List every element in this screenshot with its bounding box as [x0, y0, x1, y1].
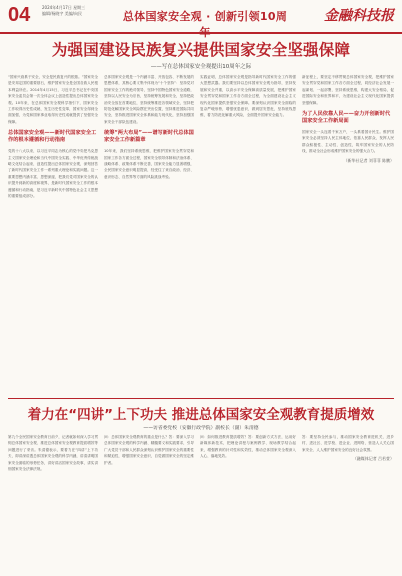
newspaper-logo: 金融科技报: [324, 8, 394, 24]
article2-paragraph: 问：如何推进教育提质增效？答：要创新方式方法，运用好新媒体新技术，把理论讲授与案例教学、现场教学结合起来，增强教育的针对性和实效性，推动总体国家安全观深入人心、落地见效。: [200, 435, 296, 459]
masthead: [0, 0, 402, 39]
article2-column-1: [8, 434, 98, 572]
second-subheadline: ——访省委党校（安徽行政学院）副校长（副）朱清德: [143, 426, 259, 431]
second-headline: 着力在“四讲”上下功夫 推进总体国家安全观教育提质增效: [27, 407, 375, 423]
article2-byline: （融媒体记者 吕若萱）: [352, 456, 394, 462]
main-subheadline: ——写在总体国家安全观提出10周年之际: [150, 64, 252, 70]
article1-paragraph: 10年来，我们坚持系统思维，把维护国家安全贯穿党和国家工作各方面全过程，国家安全领导体制和法治体系、战略体系、政策体系不断完善，国家安全能力显著增强，全民国家安全意识明显提高，经受住了来自政治、经济、意识形态、自然界等方面的风险挑战考验。: [104, 149, 194, 179]
section-title: 总体国家安全观 · 创新引领10周年: [122, 10, 288, 39]
article2-paragraph: 第九个全民国家安全教育日前夕，记者就如何深入学习贯彻总体国家安全观、推进总体国家安全观教育提质增效等问题进行了采访。朱清德表示，要着力在“四讲”上下功夫，即讲深讲透总体国家安全观的科学内涵，讲清讲明国家安全面临的形势任务，讲好讲活国家安全故事，讲实讲细国家安全法律法规。: [8, 435, 98, 472]
article-divider: [8, 398, 394, 399]
article1-section-heading: 统筹“两大布局”——谱写新时代总体国家安全工作新篇章: [104, 130, 194, 144]
page-number: 04: [8, 4, 31, 26]
article1-column-1: [8, 74, 98, 394]
main-headline: 为强国建设民族复兴提供国家安全坚强保障: [51, 41, 351, 59]
article2-paragraph: 问：总体国家安全观教育的重点是什么？答：要深入学习总体国家安全观的科学内涵、精髓要义和实践要求，引导广大党员干部和人民群众深刻认识维护国家安全的重要性和紧迫性，增强国家安全意识，自觉做国家安全的坚定维护者。: [104, 435, 194, 465]
article1-paragraph: 新征程上，要坚定不移贯彻总体国家安全观，把维护国家安全贯穿党和国家工作各方面全过程，同经济社会发展一起谋划、一起部署，坚持系统思维，构建大安全格局，促进国际安全和世界和平，为建设社会主义现代化国家提供坚强保障。: [302, 75, 394, 105]
article1-paragraph: 实践证明，总体国家安全观是指导新时代国家安全工作的强大思想武器。我们要坚持以总体国家安全观为指导，坚持发展和安全并重，以高水平安全保障高质量发展，把维护国家安全贯穿党和国家工作各方面全过程，为全面建设社会主义现代化国家提供坚强安全保障。要深刻认识国家安全面临的复杂严峻形势，增强忧患意识，做到居安思危，坚持底线思维，着力防范化解重大风险，全面提升国家安全能力。: [200, 75, 296, 118]
article1-column-2: [104, 74, 194, 394]
article1-section-heading: 总体国家安全观——新时代国家安全工作的根本遵循和行动指南: [8, 130, 97, 144]
article2-paragraph: 答：要坚持全民参与，推动国家安全教育进机关、进乡村、进社区、进学校、进企业、进网络，营造人人关心国家安全、人人维护国家安全的良好社会氛围。: [302, 435, 394, 452]
article1-paragraph: 党的十八大以来，以习近平同志为核心的党中央把马克思主义国家安全理论和当代中国安全实践、中华优秀传统战略文化结合起来，创造性提出总体国家安全观，深刻回答了新时代国家安全工作一系列重大理论和实践问题。这一重要思想内涵丰富、思想深邃，把我们党对国家安全的认识提升到新的高度和境界，是新时代国家安全工作的根本遵循和行动指南，是习近平新时代中国特色社会主义思想的重要组成部分。: [8, 149, 98, 199]
issue-editors: 编辑/杨晓宇 美编/向民: [42, 11, 82, 16]
article1-section-heading: 为了人民依靠人民——奋力开创新时代国家安全工作新局面: [302, 111, 391, 125]
article1-paragraph: “国家兴衰系于安全，安全是民族复兴的根基。”国家安全是安邦定国的重要基石，维护国家安全是全国各族人民根本利益所在。2014年4月15日，习近平总书记在中央国家安全委员会第一次全体会议上创造性提出总体国家安全观。10年来，在总体国家安全观科学指引下，国家安全工作取得历史性成就、发生历史性变革，国家安全得到全面加强，为党和国家事业取得历史性成就提供了坚强安全保障。: [8, 75, 98, 124]
article1-column-4: [302, 74, 394, 394]
article1-column-3: [200, 74, 296, 394]
article1-paragraph: 总体国家安全观是一个内涵丰富、开放包容、不断发展的思想体系，其核心要义集中体现为“十个坚持”：坚持党对国家安全工作的绝对领导，坚持中国特色国家安全道路，坚持以人民安全为宗旨，坚持统筹发展和安全，坚持把政治安全放在首要地位，坚持统筹推进各领域安全，坚持把防范化解国家安全风险摆在突出位置，坚持推进国际共同安全，坚持推进国家安全体系和能力现代化，坚持加强国家安全干部队伍建设。: [104, 75, 194, 124]
article2-column-4: [302, 434, 394, 572]
issue-date: 2024年4月17日 星期三: [42, 5, 86, 10]
article2-column-3: [200, 434, 296, 572]
article1-paragraph: 国家安全一头连着千家万户，一头系着国计民生。维护国家安全必须坚持人民主体地位，依靠人民群众，发挥人民群众积极性、主动性、创造性，筑牢国家安全的人民防线，推动全社会形成维护国家安全的强大合力。: [302, 130, 394, 154]
article2-column-2: [104, 434, 194, 572]
article1-byline: （新华社记者 刘菲菲 陈鹏）: [343, 157, 394, 163]
issue-meta: [42, 5, 85, 17]
